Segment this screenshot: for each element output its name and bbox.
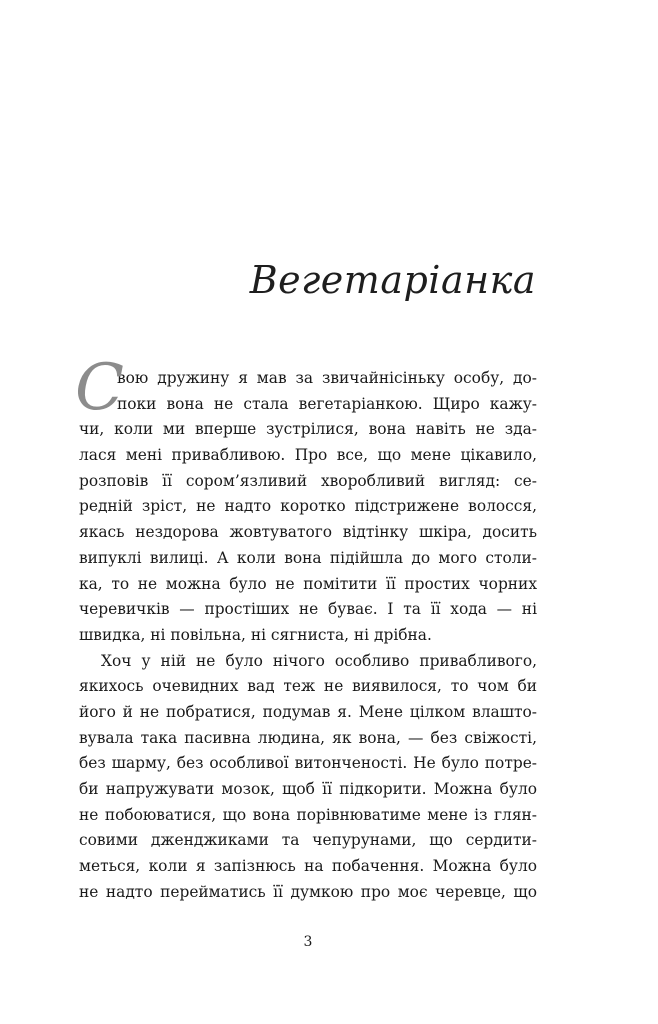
text-line: швидка, ні повільна, ні сягниста, ні дрібна. [79, 625, 432, 644]
text-line: редній зріст, не надто коротко підстрижене волосся, [79, 497, 537, 516]
text-line: меться, коли я запізнюсь на побачення. Можна було [79, 857, 537, 876]
text-line: поки вона не стала вегетаріанкою. Щиро кажу- [117, 394, 537, 413]
text-line: розповів її сором’язливий хворобливий вигляд: се- [79, 471, 537, 490]
text-line: вувала така пасивна людина, як вона, — без свіжості, [79, 728, 537, 747]
text-line: вою дружину я мав за звичайнісіньку особу, до- [117, 369, 537, 387]
paragraph-1 [79, 366, 537, 649]
body-text [75, 351, 537, 905]
text-line: лася мені привабливою. Про все, що мене цікавило, [79, 446, 537, 465]
text-line: якась нездорова жовтуватого відтінку шкіра, досить [79, 523, 537, 542]
chapter-title: Вегетаріанка [249, 258, 536, 302]
text-line: ка, то не можна було не помітити її простих чорних [79, 574, 537, 593]
text-line: не надто перейматись її думкою про моє черевце, що [79, 882, 537, 901]
text-line: без шарму, без особливої витонченості. Не було потре- [79, 754, 537, 773]
text-line: якихось очевидних вад теж не виявилося, то чом би [79, 677, 537, 696]
text-line: випуклі вилиці. А коли вона підійшла до мого столи- [79, 548, 537, 567]
text-line: не побоюватися, що вона порівнюватиме мене із глян- [79, 805, 537, 824]
page-number: 3 [303, 934, 313, 950]
text-line: Хоч у ній не було нічого особливо привабливого, [101, 651, 537, 670]
text-line: совими дженджиками та чепурунами, що сердити- [79, 831, 537, 850]
text-line: би напружувати мозок, щоб її підкорити. Можна було [79, 780, 537, 798]
text-line: черевичків — простіших не буває. І та її хода — ні [79, 600, 537, 619]
drop-cap: С [75, 351, 124, 425]
text-line: його й не побратися, подумав я. Мене цілком влашто- [79, 702, 537, 721]
paragraph-2 [79, 649, 537, 906]
text-line: чи, коли ми вперше зустрілися, вона навіть не зда- [79, 420, 537, 439]
